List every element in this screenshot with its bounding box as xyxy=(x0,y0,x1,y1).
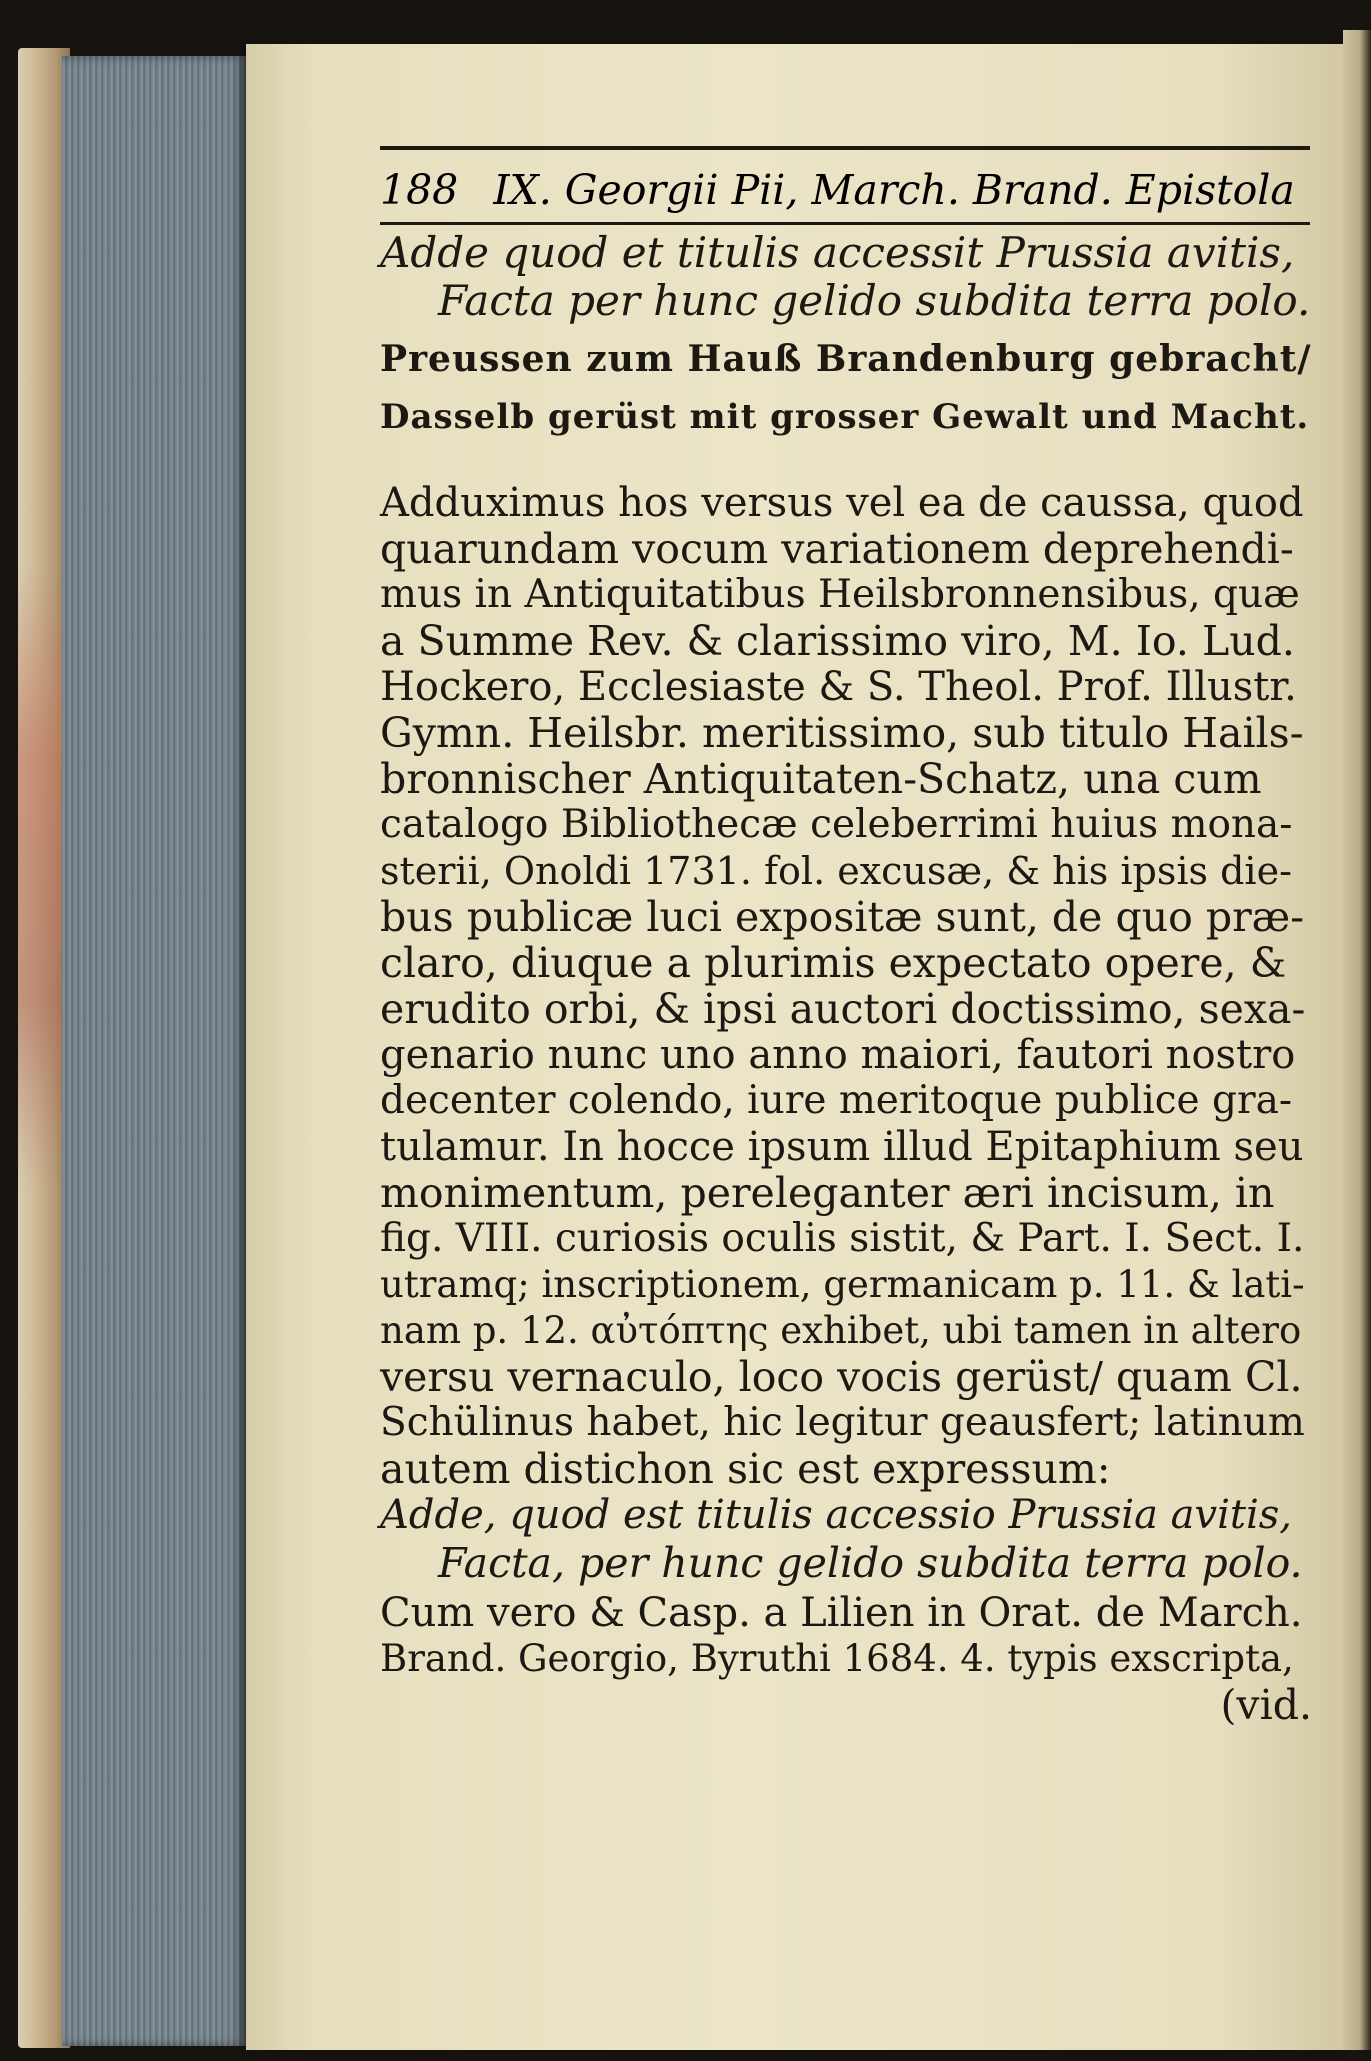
page-stack-edges xyxy=(62,56,248,2046)
paragraph-line: monimentum, pereleganter æri incisum, in xyxy=(380,1169,1275,1217)
paragraph-line: genario nunc uno anno maiori, fautori nostro xyxy=(380,1032,1296,1078)
paragraph-line: a Summe Rev. & clarissimo viro, M. Io. Lud. xyxy=(380,617,1295,665)
paragraph-line: erudito orbi, & ipsi auctori doctissimo, sexa- xyxy=(380,985,1306,1033)
paragraph-line: Gymn. Heilsbr. meritissimo, sub titulo Hails- xyxy=(380,709,1304,757)
german-verse-line: Dasselb gerüst mit grosser Gewalt und Macht. xyxy=(380,397,1310,437)
paragraph-line: autem distichon sic est expressum: xyxy=(380,1445,1111,1493)
verse-line: Facta per hunc gelido subdita terra polo. xyxy=(438,276,1311,325)
paragraph-line: quarundam vocum variationem deprehendi- xyxy=(380,525,1294,573)
paragraph-line: Schülinus habet, hic legitur geausfert; latinum xyxy=(380,1400,1305,1445)
running-header xyxy=(380,160,1310,220)
paragraph-line: fig. VIII. curiosis oculis sistit, & Part. I. Sect. I. xyxy=(380,1216,1305,1261)
header-rule-top xyxy=(380,146,1310,150)
paragraph-line: decenter colendo, iure meritoque publice gra- xyxy=(380,1078,1293,1123)
paragraph-line: bronnischer Antiquitaten-Schatz, una cum xyxy=(380,755,1262,803)
paragraph-line: mus in Antiquitatibus Heilsbronnensibus, quæ xyxy=(380,572,1300,617)
catchword: (vid. xyxy=(1220,1681,1312,1729)
paragraph-line: bus publicæ luci expositæ sunt, de quo præ- xyxy=(380,893,1305,941)
paragraph-line: utramq; inscriptionem, germanicam p. 11. & lati- xyxy=(380,1263,1305,1306)
verse-line: Adde, quod est titulis accessio Prussia avitis, xyxy=(380,1492,1293,1538)
paragraph-line: Cum vero & Casp. a Lilien in Orat. de March. xyxy=(380,1590,1303,1636)
paragraph-line: Adduximus hos versus vel ea de caussa, quod xyxy=(380,480,1304,526)
header-rule-bottom xyxy=(380,222,1310,225)
paragraph-line: Brand. Georgio, Byruthi 1684. 4. typis exscripta, xyxy=(380,1637,1294,1680)
paragraph-line: sterii, Onoldi 1731. fol. excusæ, & his ipsis die- xyxy=(380,849,1292,893)
running-title: IX. Georgii Pii, March. Brand. Epistola xyxy=(493,166,1295,214)
paragraph-line: versu vernaculo, loco vocis gerüst/ quam Cl. xyxy=(380,1353,1303,1401)
paragraph-line: tulamur. In hocce ipsum illud Epitaphium seu xyxy=(380,1124,1304,1170)
page-number: 188 xyxy=(380,166,459,214)
german-verse-line: Preussen zum Hauß Brandenburg gebracht/ xyxy=(380,338,1312,380)
paragraph-line: nam p. 12. αὐτόπτης exhibet, ubi tamen in altero xyxy=(380,1309,1302,1352)
facing-page-edge xyxy=(1343,30,1371,2050)
paragraph-line: claro, diuque a plurimis expectato opere, & xyxy=(380,939,1287,987)
paragraph-line: Hockero, Ecclesiaste & S. Theol. Prof. Illustr. xyxy=(380,664,1297,710)
paragraph-line: catalogo Bibliothecæ celeberrimi huius mona- xyxy=(380,802,1293,847)
verse-line: Adde quod et titulis accessit Prussia avitis, xyxy=(380,228,1295,277)
verse-line: Facta, per hunc gelido subdita terra polo. xyxy=(438,1539,1303,1587)
